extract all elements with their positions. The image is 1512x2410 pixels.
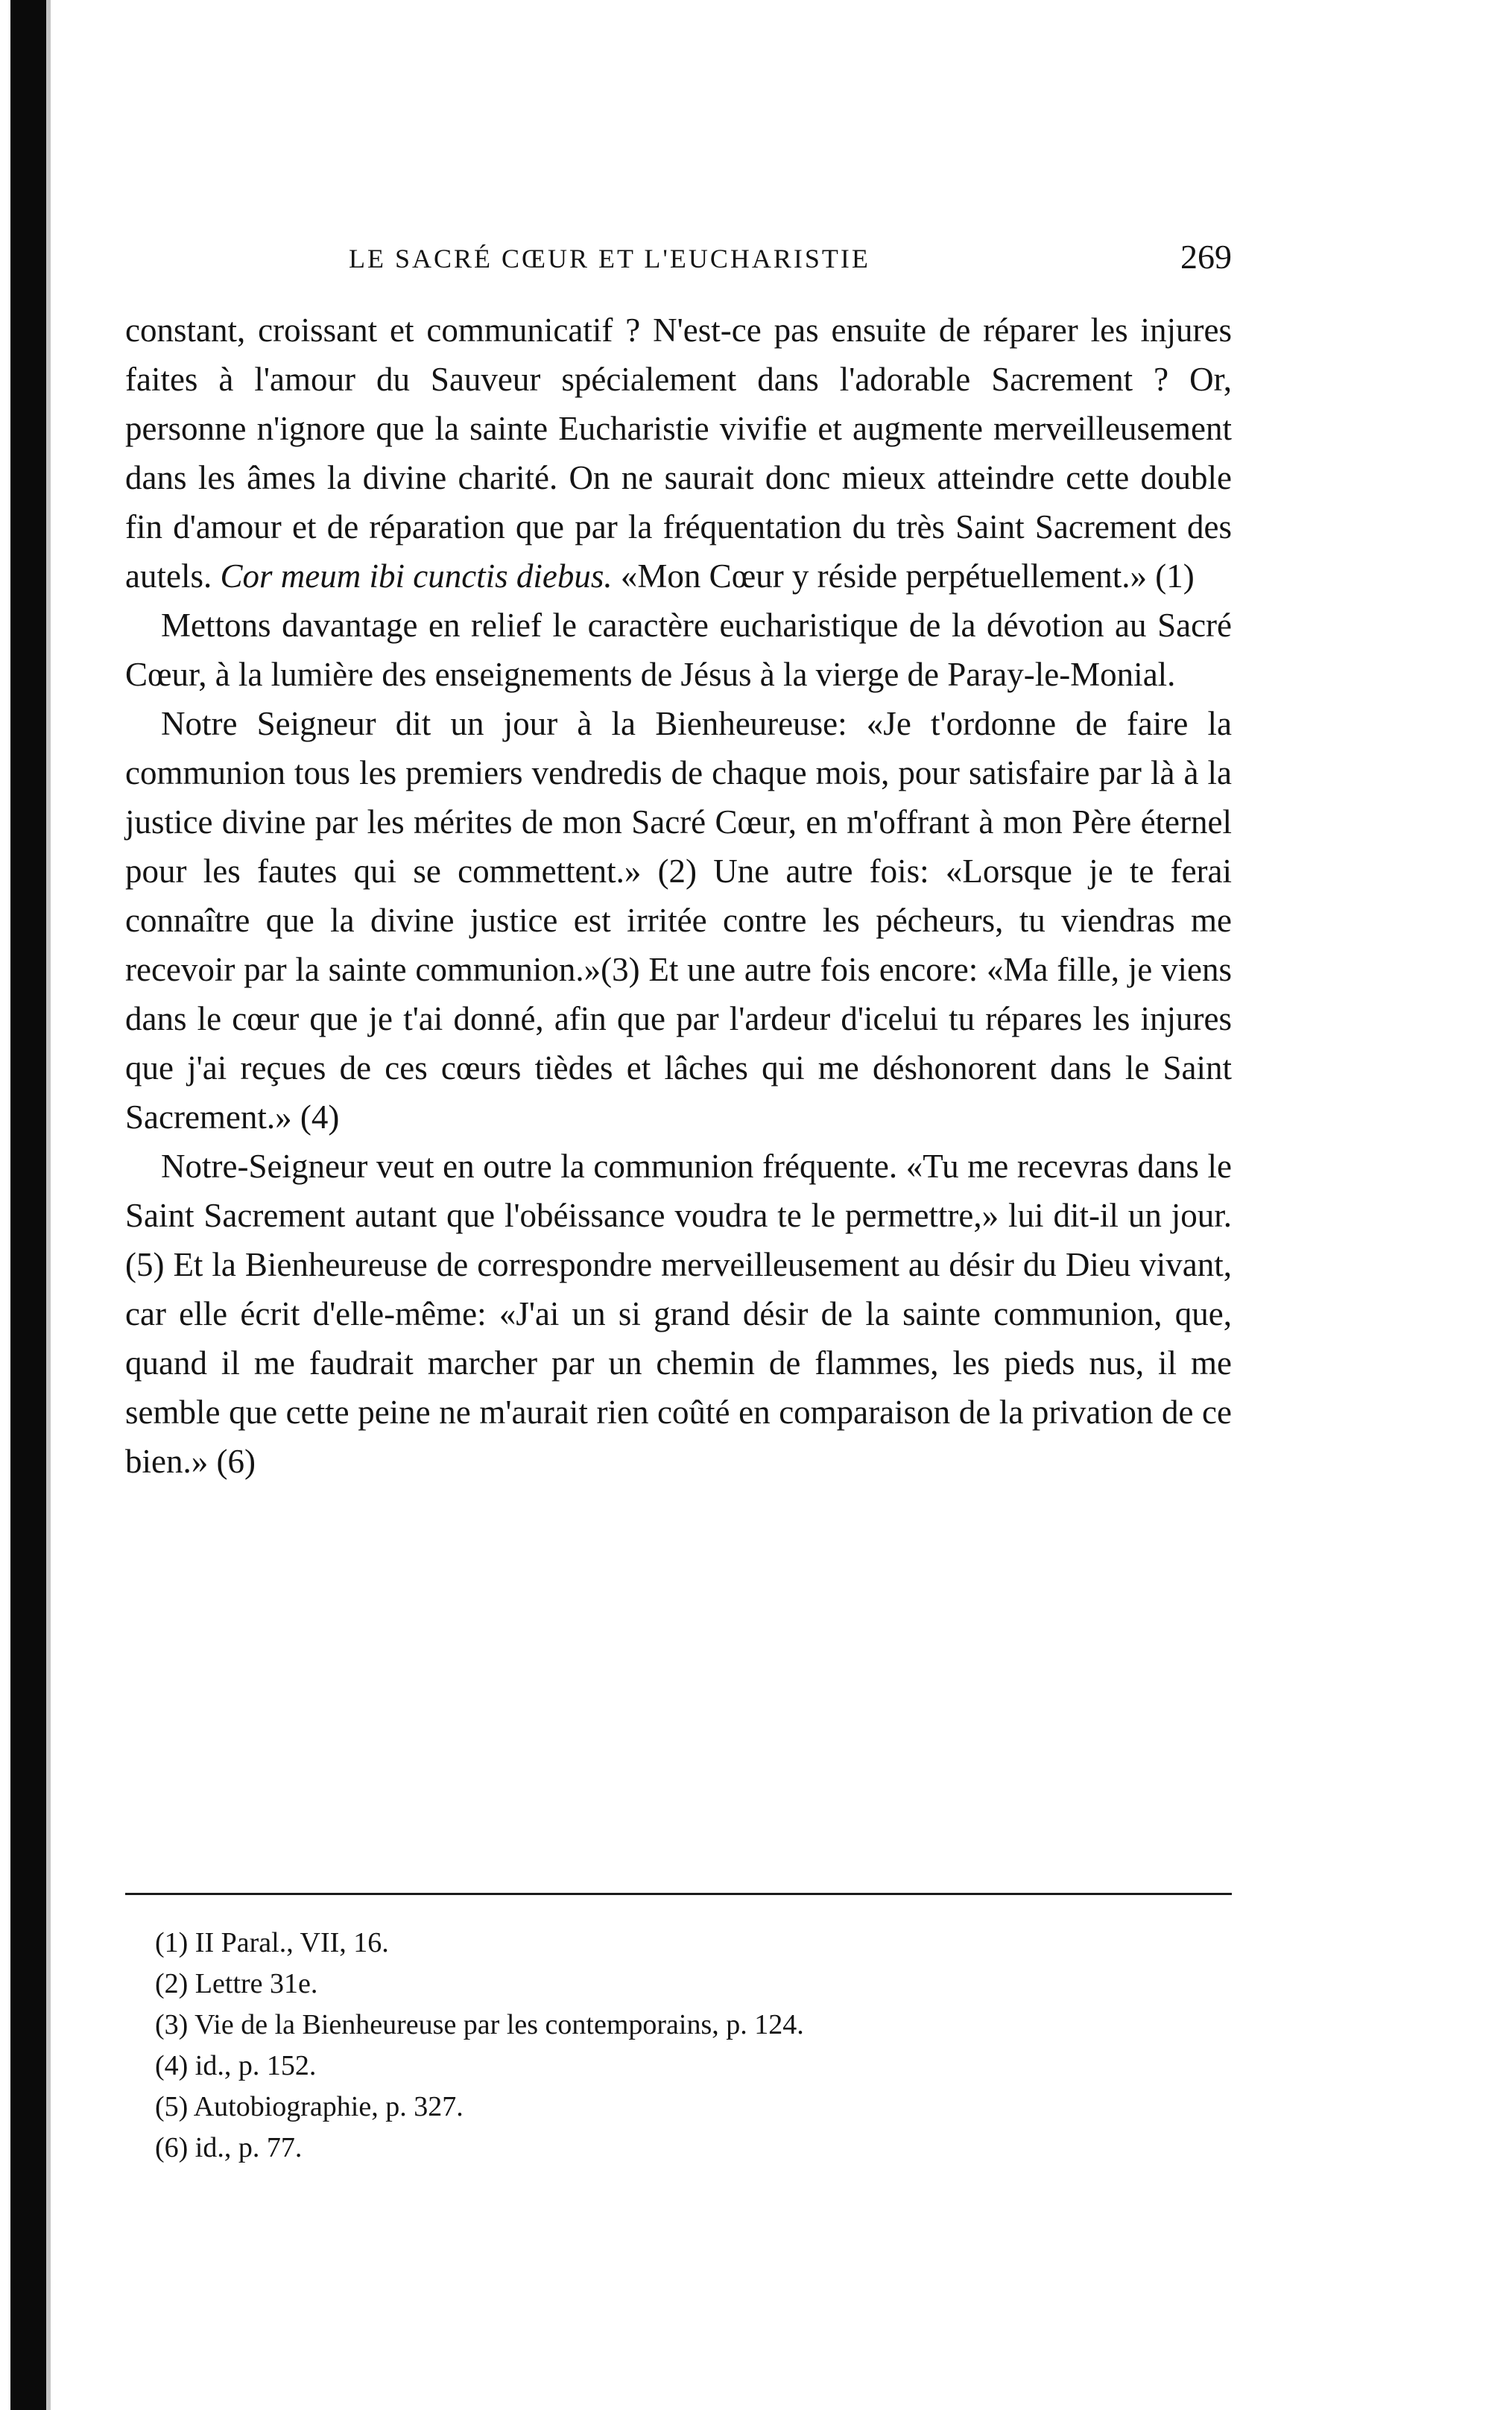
running-head xyxy=(125,237,1232,282)
footnote-1: (1) II Paral., VII, 16. xyxy=(155,1927,389,1958)
footnotes xyxy=(155,1923,1232,2169)
latin-quotation: Cor meum ibi cunctis diebus. xyxy=(220,557,613,595)
running-title: LE SACRÉ CŒUR ET L'EUCHARISTIE xyxy=(349,244,870,273)
footnote-3: (3) Vie de la Bienheureuse par les contemporains, p. 124. xyxy=(155,2009,804,2040)
paragraph-1 xyxy=(125,306,1232,601)
paragraph-1-translation: «Mon Cœur y réside perpétuellement.» (1) xyxy=(620,557,1195,595)
footnote-2: (2) Lettre 31e. xyxy=(155,1968,318,1999)
paragraph-4: Notre-Seigneur veut en outre la communion fréquente. «Tu me recevras dans le Saint Sacrement autant que l'obéissance voudra te le permettre,» lui dit-il un jour.(5) Et la Bienheureuse de correspondre merveilleusement au désir du Dieu vivant, car elle écrit d'elle-même: «J'ai un si grand désir de la sainte communion, que, quand il me faudrait marcher par un chemin de flammes, les pieds nus, il me semble que cette peine ne m'aurait rien coûté en comparaison de la privation de ce bien.» (6) xyxy=(125,1148,1232,1480)
paragraph-3: Notre Seigneur dit un jour à la Bienheureuse: «Je t'ordonne de faire la communion tous les premiers vendredis de chaque mois, pour satisfaire par là à la justice divine par les mérites de mon Sacré Cœur, en m'offrant à mon Père éternel pour les fautes qui se commettent.» (2) Une autre fois: «Lorsque je te ferai connaître que la divine justice est irritée contre les pécheurs, tu viendras me recevoir par la sainte communion.»(3) Et une autre fois encore: «Ma fille, je viens dans le cœur que je t'ai donné, afin que par l'ardeur d'icelui tu répares les injures que j'ai reçues de ces cœurs tièdes et lâches qui me déshonorent dans le Saint Sacrement.» (4) xyxy=(125,705,1232,1136)
scan-border xyxy=(10,0,46,2410)
scan-border-shadow xyxy=(46,0,51,2410)
paragraph-2: Mettons davantage en relief le caractère eucharistique de la dévotion au Sacré Cœur, à la lumière des enseignements de Jésus à la vierge de Paray-le-Monial. xyxy=(125,607,1232,693)
body-text xyxy=(125,306,1232,1486)
footnote-6: (6) id., p. 77. xyxy=(155,2132,303,2163)
footnote-5: (5) Autobiographie, p. 327. xyxy=(155,2091,464,2122)
footnote-4: (4) id., p. 152. xyxy=(155,2050,317,2081)
footnote-separator xyxy=(125,1893,1232,1895)
page-number: 269 xyxy=(1180,238,1232,276)
paragraph-1-text: constant, croissant et communicatif ? N'est-ce pas ensuite de réparer les injures faites à l'amour du Sauveur spécialement dans l'adorable Sacrement ? Or, personne n'ignore que la sainte Eucharistie vivifie et augmente merveilleusement dans les âmes la divine charité. On ne saurait donc mieux atteindre cette double fin d'amour et de réparation que par la fréquentation du très Saint Sacrement des autels. xyxy=(125,311,1232,595)
